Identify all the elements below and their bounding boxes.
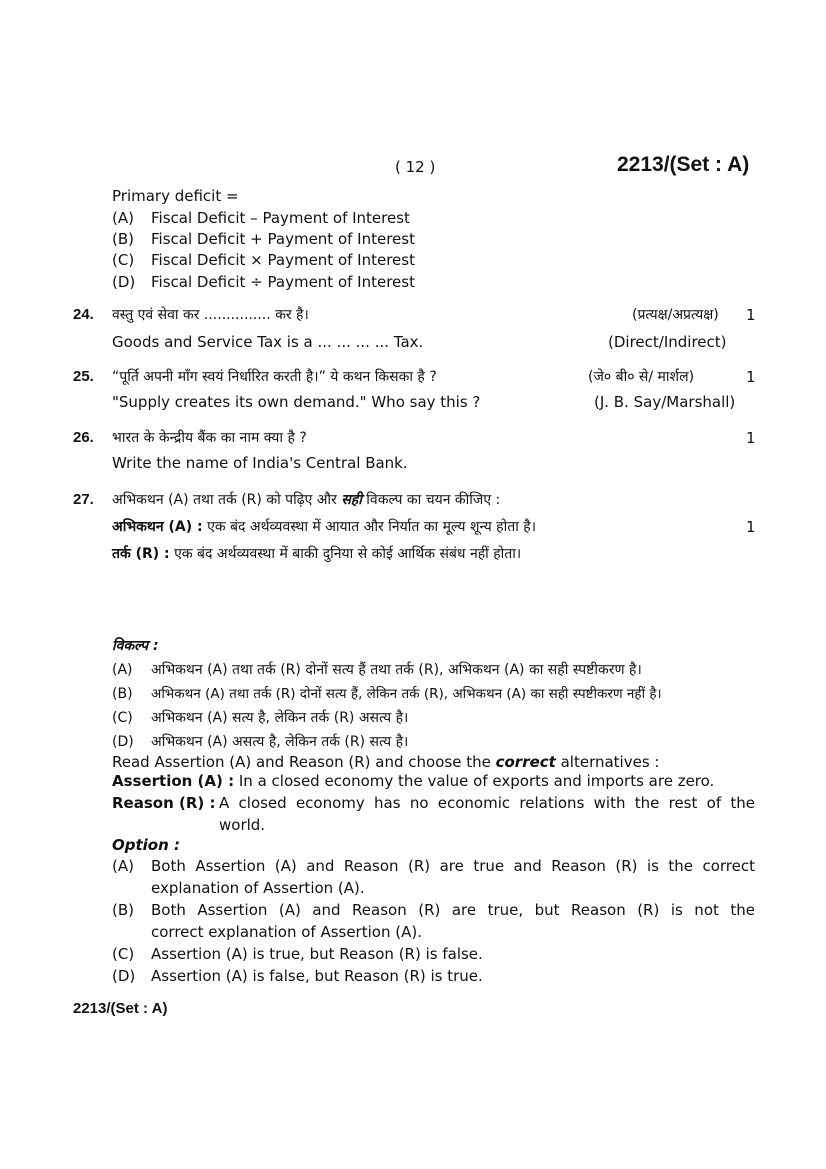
q27-hindi-assertion: अभिकथन (A) : एक बंद अर्थव्यवस्था में आयात और निर्यात का मूल्य शून्य होता है। [112,519,537,535]
q27-hindi-option-b-label: (B) [112,686,133,702]
q27-options-heading: Option : [112,836,181,854]
q27-option-c: Assertion (A) is true, but Reason (R) is false. [151,945,483,963]
q25-hindi-hint: (जे० बी० से/ मार्शल) [588,369,695,385]
q23-option-d-label: (D) [112,273,136,291]
q27-reason-line2: world. [219,816,266,834]
q23-option-a: Fiscal Deficit – Payment of Interest [151,209,410,227]
q27-hindi-reason: तर्क (R) : एक बंद अर्थव्यवस्था में बाकी दुनिया से कोई आर्थिक संबंध नहीं होता। [112,546,522,562]
q27-assertion: Assertion (A) : In a closed economy the value of exports and imports are zero. [112,772,715,790]
q27-option-d: Assertion (A) is false, but Reason (R) is true. [151,967,483,985]
q27-reason-label: Reason (R) : [112,794,216,812]
q27-hindi-option-a: अभिकथन (A) तथा तर्क (R) दोनों सत्य हैं तथा तर्क (R), अभिकथन (A) का सही स्पष्टीकरण है। [151,662,642,678]
q27-option-d-label: (D) [112,967,136,985]
q25-number: 25. [73,368,94,385]
q27-hindi-instruction: अभिकथन (A) तथा तर्क (R) को पढ़िए और सही विकल्प का चयन कीजिए : [112,492,501,508]
q24-hindi-hint: (प्रत्यक्ष/अप्रत्यक्ष) [632,307,719,323]
q26-marks: 1 [746,429,756,447]
q24-english-hint: (Direct/Indirect) [608,333,727,351]
page-number: ( 12 ) [395,158,436,176]
q27-reason-line1: A closed economy has no economic relations with the rest of the [219,794,755,812]
q27-option-a-label: (A) [112,857,134,875]
q27-number: 27. [73,491,94,508]
q24-english: Goods and Service Tax is a ... ... ... ... Tax. [112,333,424,351]
q23-option-b: Fiscal Deficit + Payment of Interest [151,230,415,248]
q25-english: "Supply creates its own demand." Who say this ? [112,393,481,411]
q25-english-hint: (J. B. Say/Marshall) [594,393,736,411]
q25-marks: 1 [746,368,756,386]
q24-hindi: वस्तु एवं सेवा कर ............... कर है। [112,307,309,323]
q25-hindi: “पूर्ति अपनी माँग स्वयं निर्धारित करती है।” ये कथन किसका है ? [112,369,437,385]
q27-hindi-option-a-label: (A) [112,662,133,678]
q27-option-b-line2: correct explanation of Assertion (A). [151,923,422,941]
q27-hindi-options-heading: विकल्प : [112,638,159,654]
q24-number: 24. [73,306,94,323]
q23-option-a-label: (A) [112,209,134,227]
q27-english-instruction: Read Assertion (A) and Reason (R) and choose the correct alternatives : [112,753,660,771]
q27-hindi-option-c: अभिकथन (A) सत्य है, लेकिन तर्क (R) असत्य है। [151,710,409,726]
q23-stem: Primary deficit = [112,187,239,205]
paper-code-header: 2213/(Set : A) [617,153,750,176]
q24-marks: 1 [746,306,756,324]
q27-hindi-option-d: अभिकथन (A) असत्य है, लेकिन तर्क (R) सत्य है। [151,734,409,750]
q26-english: Write the name of India's Central Bank. [112,454,408,472]
q27-hindi-option-d-label: (D) [112,734,134,750]
paper-code-footer: 2213/(Set : A) [73,1000,168,1017]
q26-hindi: भारत के केन्द्रीय बैंक का नाम क्या है ? [112,430,307,446]
q23-option-c: Fiscal Deficit × Payment of Interest [151,251,415,269]
q26-number: 26. [73,429,94,446]
q27-option-a-line1: Both Assertion (A) and Reason (R) are true and Reason (R) is the correct [151,857,755,875]
q27-marks: 1 [746,518,756,536]
q27-option-c-label: (C) [112,945,135,963]
q23-option-d: Fiscal Deficit ÷ Payment of Interest [151,273,415,291]
q27-hindi-option-c-label: (C) [112,710,133,726]
q23-option-b-label: (B) [112,230,134,248]
q23-option-c-label: (C) [112,251,135,269]
q27-option-a-line2: explanation of Assertion (A). [151,879,365,897]
q27-option-b-label: (B) [112,901,134,919]
q27-option-b-line1: Both Assertion (A) and Reason (R) are true, but Reason (R) is not the [151,901,755,919]
q27-hindi-option-b: अभिकथन (A) तथा तर्क (R) दोनों सत्य हैं, लेकिन तर्क (R), अभिकथन (A) का सही स्पष्टीकरण नहीं है। [151,686,662,702]
